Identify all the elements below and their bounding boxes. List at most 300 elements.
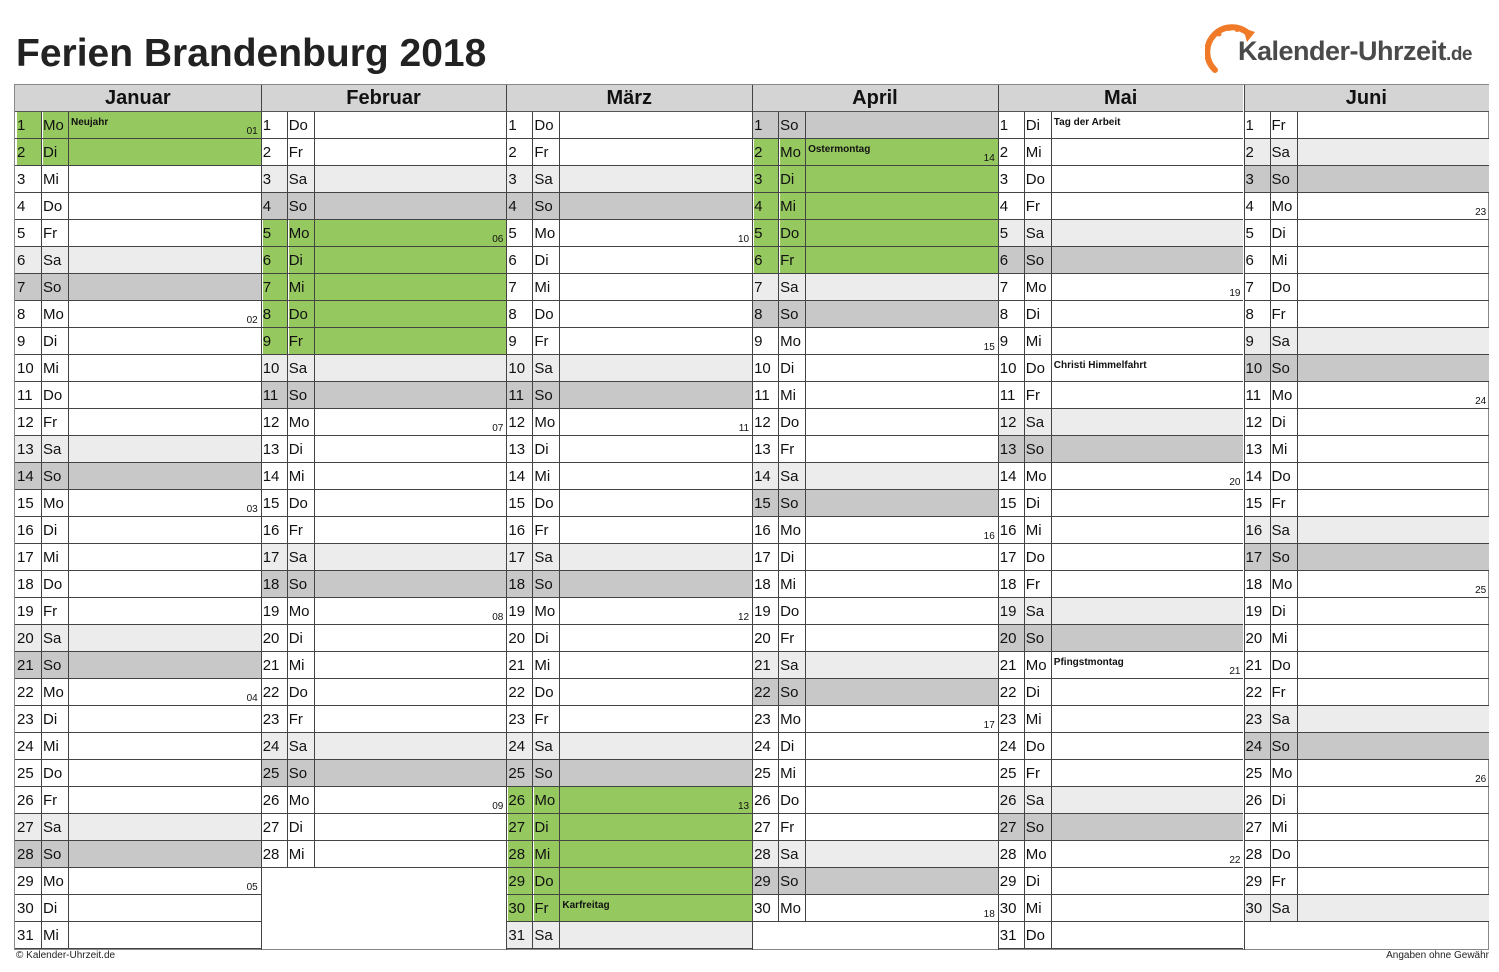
day-number: 4 — [999, 198, 1009, 215]
cell-divider — [1024, 733, 1025, 759]
cell-divider — [1024, 193, 1025, 219]
cell-divider — [68, 409, 69, 435]
day-row — [506, 571, 752, 598]
day-row — [261, 544, 507, 571]
weekday-label: Sa — [534, 171, 553, 188]
day-row — [506, 733, 752, 760]
cell-divider — [805, 787, 806, 813]
weekday-label: Fr — [288, 522, 303, 539]
weekday-label: So — [288, 576, 308, 593]
cell-divider — [287, 139, 288, 165]
weekday-label: So — [780, 117, 799, 134]
day-row — [1244, 436, 1490, 463]
weekday-label: Mo — [288, 792, 310, 809]
day-number: 21 — [754, 657, 771, 674]
weekday-label: Fr — [288, 711, 303, 728]
weekday-label: Fr — [289, 328, 315, 354]
cell-divider — [314, 625, 315, 651]
holiday-fill — [315, 328, 507, 354]
cell-divider — [41, 139, 42, 165]
day-number: 1 — [999, 117, 1009, 134]
day-number: 3 — [17, 171, 26, 188]
day-row — [15, 517, 261, 544]
day-number: 7 — [263, 274, 287, 300]
day-number: 4 — [262, 198, 272, 215]
week-number: 17 — [983, 720, 995, 731]
holiday-fill — [806, 193, 998, 219]
weekday-label: Mo — [43, 684, 64, 701]
day-row — [752, 436, 998, 463]
cell-divider — [1297, 328, 1298, 354]
cell-divider — [68, 193, 69, 219]
day-row — [752, 247, 998, 274]
day-row — [998, 247, 1244, 274]
weekday-label: Mo — [1271, 387, 1293, 404]
cell-divider — [1297, 166, 1298, 192]
day-row — [15, 355, 261, 382]
cell-divider — [1024, 301, 1025, 327]
footer-disclaimer: Angaben ohne Gewähr — [1386, 950, 1489, 961]
holiday-fill — [560, 841, 752, 867]
day-row — [15, 301, 261, 328]
day-number: 18 — [17, 576, 34, 593]
day-row — [1244, 733, 1490, 760]
cell-divider — [41, 598, 42, 624]
week-number: 12 — [737, 612, 750, 623]
day-row — [998, 328, 1244, 355]
day-row — [506, 517, 752, 544]
day-number: 20 — [754, 630, 771, 647]
day-row — [998, 517, 1244, 544]
day-number: 5 — [17, 225, 26, 242]
weekday-label: Do — [1025, 738, 1045, 755]
day-row — [261, 382, 507, 409]
cell-divider — [1270, 463, 1271, 489]
day-row — [1244, 382, 1490, 409]
day-number: 13 — [508, 441, 526, 458]
weekday-label: Di — [43, 333, 58, 350]
cell-divider — [1270, 625, 1271, 651]
day-row — [261, 625, 507, 652]
day-row — [752, 598, 998, 625]
day-number: 25 — [999, 765, 1017, 782]
day-row — [15, 814, 261, 841]
day-row — [506, 544, 752, 571]
weekday-label: Mo — [780, 522, 801, 539]
cell-divider — [778, 625, 779, 651]
holiday-fill — [315, 301, 507, 327]
day-row — [1244, 544, 1490, 571]
cell-divider — [805, 382, 806, 408]
day-number: 26 — [1245, 792, 1263, 809]
day-row — [1244, 112, 1490, 139]
weekday-label: Mi — [1271, 252, 1288, 269]
day-number: 15 — [17, 495, 34, 512]
cell-divider — [1024, 355, 1025, 381]
cell-divider — [1270, 112, 1271, 138]
weekday-label: Sa — [534, 549, 553, 566]
weekday-label: Mo — [1025, 279, 1047, 296]
day-number: 8 — [999, 306, 1009, 323]
weekday-label: So — [1025, 252, 1045, 269]
day-row — [752, 652, 998, 679]
day-row — [998, 112, 1244, 139]
cell-divider — [1051, 679, 1052, 705]
day-number: 25 — [508, 765, 526, 782]
cell-divider — [1051, 625, 1052, 651]
day-row — [998, 625, 1244, 652]
day-row — [1244, 220, 1490, 247]
cell-divider — [559, 544, 560, 570]
cell-divider — [41, 436, 42, 462]
cell-divider — [778, 760, 779, 786]
cell-divider — [532, 814, 533, 840]
cell-divider — [41, 193, 42, 219]
day-row — [15, 382, 261, 409]
weekday-label: Mo — [534, 414, 556, 431]
week-number: 04 — [246, 693, 258, 704]
day-row — [1244, 760, 1490, 787]
page-title: Ferien Brandenburg 2018 — [16, 32, 487, 75]
day-row — [998, 166, 1244, 193]
cell-divider — [559, 301, 560, 327]
footer-copyright: © Kalender-Uhrzeit.de — [16, 950, 116, 961]
cell-divider — [1270, 436, 1271, 462]
day-number: 18 — [999, 576, 1017, 593]
cell-divider — [559, 787, 560, 813]
cell-divider — [41, 166, 42, 192]
day-number: 16 — [17, 522, 34, 539]
cell-divider — [68, 301, 69, 327]
holiday-fill — [315, 247, 507, 273]
day-row — [1244, 787, 1490, 814]
cell-divider — [532, 733, 533, 759]
cell-divider — [805, 247, 806, 273]
day-number: 16 — [754, 522, 771, 539]
day-row — [506, 112, 752, 139]
cell-divider — [68, 841, 69, 867]
weekday-label: Mo — [43, 873, 64, 890]
cell-divider — [68, 652, 69, 678]
day-number: 28 — [1245, 846, 1263, 863]
day-number: 21 — [999, 657, 1017, 674]
weekday-label: Mi — [534, 468, 551, 485]
cell-divider — [1297, 598, 1298, 624]
day-number: 22 — [508, 684, 526, 701]
cell-divider — [1024, 706, 1025, 732]
cell-divider — [41, 868, 42, 894]
weekday-label: So — [780, 306, 799, 323]
cell-divider — [1024, 436, 1025, 462]
weekday-label: Mi — [1271, 630, 1288, 647]
cell-divider — [287, 814, 288, 840]
week-number: 23 — [1475, 207, 1487, 218]
cell-divider — [559, 193, 560, 219]
day-row — [261, 787, 507, 814]
weekday-label: Do — [43, 198, 63, 215]
day-row — [261, 463, 507, 490]
day-number: 28 — [754, 846, 771, 863]
cell-divider — [805, 571, 806, 597]
weekday-label: Mo — [43, 306, 64, 323]
cell-divider — [1024, 220, 1025, 246]
day-row — [752, 166, 998, 193]
day-number: 8 — [17, 306, 26, 323]
cell-divider — [559, 814, 560, 840]
day-number: 15 — [999, 495, 1017, 512]
cell-divider — [1051, 733, 1052, 759]
cell-divider — [1051, 193, 1052, 219]
cell-divider — [314, 112, 315, 138]
day-row — [998, 760, 1244, 787]
cell-divider — [314, 652, 315, 678]
weekday-label: Do — [43, 576, 63, 593]
cell-divider — [1024, 544, 1025, 570]
day-number: 31 — [999, 927, 1017, 944]
day-number: 13 — [754, 441, 771, 458]
cell-divider — [287, 193, 288, 219]
weekday-label: Fr — [43, 792, 58, 809]
weekday-label: Do — [288, 495, 308, 512]
cell-divider — [559, 625, 560, 651]
day-number: 25 — [262, 765, 280, 782]
cell-divider — [68, 274, 69, 300]
weekday-label: Sa — [1025, 792, 1045, 809]
cell-divider — [532, 112, 533, 138]
cell-divider — [532, 301, 533, 327]
cell-divider — [1270, 409, 1271, 435]
day-number: 22 — [17, 684, 34, 701]
cell-divider — [532, 247, 533, 273]
cell-divider — [1297, 193, 1298, 219]
weekday-label: So — [1025, 630, 1045, 647]
weekday-label: Sa — [1271, 711, 1290, 728]
day-row — [1244, 247, 1490, 274]
day-row — [506, 355, 752, 382]
day-number: 8 — [508, 306, 517, 323]
day-number: 7 — [17, 279, 26, 296]
cell-divider — [778, 193, 779, 219]
cell-divider — [287, 598, 288, 624]
cell-divider — [41, 112, 42, 138]
day-row — [998, 652, 1244, 679]
cell-divider — [1024, 382, 1025, 408]
day-row — [261, 328, 507, 355]
holiday-name: Tag der Arbeit — [1053, 117, 1121, 128]
day-row — [998, 301, 1244, 328]
cell-divider — [1051, 922, 1052, 948]
day-row — [752, 409, 998, 436]
day-row — [261, 274, 507, 301]
cell-divider — [41, 706, 42, 732]
cell-divider — [532, 409, 533, 435]
cell-divider — [559, 247, 560, 273]
day-number: 1 — [1245, 117, 1254, 134]
day-number: 24 — [754, 738, 771, 755]
cell-divider — [41, 571, 42, 597]
cell-divider — [532, 436, 533, 462]
day-row — [1244, 328, 1490, 355]
day-number: 25 — [1245, 765, 1263, 782]
day-number: 10 — [1245, 360, 1263, 377]
cell-divider — [1297, 517, 1298, 543]
cell-divider — [1297, 625, 1298, 651]
weekday-label: So — [43, 846, 62, 863]
cell-divider — [778, 463, 779, 489]
cell-divider — [1024, 652, 1025, 678]
weekday-label: So — [288, 198, 308, 215]
day-number: 26 — [17, 792, 34, 809]
cell-divider — [1297, 895, 1298, 921]
day-number: 9 — [754, 333, 763, 350]
weekday-label: Sa — [288, 738, 308, 755]
day-number: 16 — [1245, 522, 1263, 539]
cell-divider — [532, 328, 533, 354]
cell-divider — [1051, 274, 1052, 300]
cell-divider — [1051, 868, 1052, 894]
cell-divider — [68, 112, 69, 138]
cell-divider — [532, 463, 533, 489]
day-row — [752, 220, 998, 247]
day-number: 6 — [508, 252, 517, 269]
weekday-label: Sa — [1271, 900, 1290, 917]
cell-divider — [532, 220, 533, 246]
weekday-label: Di — [1025, 117, 1040, 134]
day-number: 26 — [754, 792, 771, 809]
month-column-1 — [261, 85, 507, 950]
day-row — [15, 247, 261, 274]
cell-divider — [778, 274, 779, 300]
weekday-label: Di — [1025, 495, 1040, 512]
cell-divider — [41, 787, 42, 813]
weekday-label: So — [780, 873, 799, 890]
day-row — [752, 841, 998, 868]
day-row — [998, 274, 1244, 301]
day-number: 1 — [508, 117, 517, 134]
day-number: 2 — [1245, 144, 1254, 161]
month-column-5 — [1244, 85, 1490, 950]
month-divider — [752, 85, 753, 950]
holiday-fill — [806, 166, 998, 192]
day-number: 12 — [508, 414, 526, 431]
cell-divider — [68, 679, 69, 705]
day-number: 21 — [262, 657, 280, 674]
cell-divider — [559, 166, 560, 192]
weekday-label: So — [43, 468, 62, 485]
day-number: 5 — [1245, 225, 1254, 242]
cell-divider — [1297, 652, 1298, 678]
weekday-label: Do — [780, 414, 800, 431]
day-number: 15 — [262, 495, 280, 512]
day-row — [15, 571, 261, 598]
cell-divider — [805, 301, 806, 327]
day-row — [998, 139, 1244, 166]
day-row — [1244, 841, 1490, 868]
day-row — [1244, 625, 1490, 652]
week-number: 11 — [738, 423, 750, 434]
day-number: 19 — [262, 603, 280, 620]
day-number: 22 — [754, 684, 771, 701]
day-number: 14 — [1245, 468, 1263, 485]
cell-divider — [41, 679, 42, 705]
cell-divider — [778, 112, 779, 138]
day-row — [1244, 706, 1490, 733]
weekday-label: Di — [43, 522, 58, 539]
day-row — [752, 895, 998, 922]
weekday-label: Fr — [534, 333, 549, 350]
weekday-label: So — [534, 576, 553, 593]
cell-divider — [314, 193, 315, 219]
weekday-label: Do — [1271, 657, 1291, 674]
weekday-label: Mo — [780, 900, 801, 917]
weekday-label: Mi — [1025, 900, 1042, 917]
cell-divider — [314, 166, 315, 192]
day-row — [998, 733, 1244, 760]
cell-divider — [559, 922, 560, 948]
cell-divider — [1051, 463, 1052, 489]
day-row — [261, 409, 507, 436]
month-column-2 — [506, 85, 752, 950]
weekday-label: Fr — [1271, 117, 1286, 134]
day-number: 7 — [754, 279, 763, 296]
day-row — [15, 895, 261, 922]
cell-divider — [532, 382, 533, 408]
weekday-label: Sa — [43, 630, 62, 647]
day-number: 14 — [508, 468, 526, 485]
cell-divider — [778, 814, 779, 840]
holiday-name: Pfingstmontag — [1053, 657, 1124, 668]
day-number: 27 — [999, 819, 1017, 836]
cell-divider — [778, 598, 779, 624]
holiday-fill — [806, 247, 998, 273]
day-number: 10 — [754, 360, 771, 377]
cell-divider — [1297, 490, 1298, 516]
year-calendar — [14, 84, 1489, 950]
weekday-label: Fr — [1025, 387, 1040, 404]
cell-divider — [1270, 652, 1271, 678]
cell-divider — [314, 247, 315, 273]
cell-divider — [559, 733, 560, 759]
cell-divider — [1270, 220, 1271, 246]
cell-divider — [1270, 274, 1271, 300]
day-row — [752, 706, 998, 733]
cell-divider — [1024, 868, 1025, 894]
day-number: 22 — [999, 684, 1017, 701]
day-row — [261, 679, 507, 706]
day-row — [261, 706, 507, 733]
week-number: 10 — [737, 234, 750, 245]
day-number: 4 — [17, 198, 26, 215]
day-row — [261, 220, 507, 247]
day-row — [752, 679, 998, 706]
cell-divider — [559, 895, 560, 921]
cell-divider — [1024, 139, 1025, 165]
cell-divider — [314, 841, 315, 867]
cell-divider — [778, 490, 779, 516]
cell-divider — [805, 220, 806, 246]
week-number: 03 — [246, 504, 258, 515]
cell-divider — [1297, 841, 1298, 867]
cell-divider — [532, 868, 533, 894]
weekday-label: Mi — [288, 657, 305, 674]
weekday-label: Mi — [1025, 144, 1042, 161]
day-row — [752, 139, 998, 166]
day-number: 2 — [754, 139, 778, 165]
cell-divider — [287, 166, 288, 192]
holiday-name: Christi Himmelfahrt — [1053, 360, 1147, 371]
weekday-label: Di — [43, 711, 58, 728]
weekday-label: Fr — [534, 711, 549, 728]
